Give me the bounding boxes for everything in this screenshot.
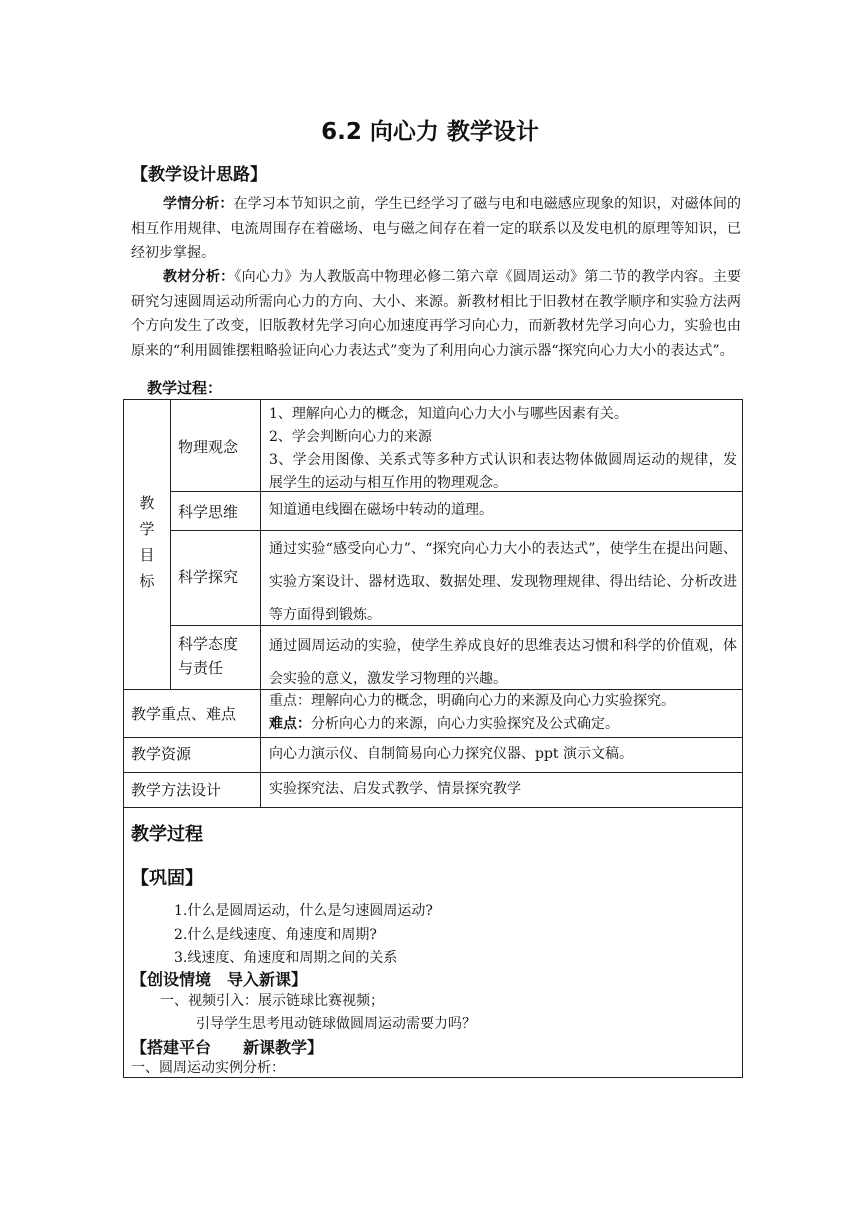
row-content-scientific-thinking: 知道通电线圈在磁场中转动的道理。 bbox=[269, 502, 493, 518]
row-content-methods: 实验探究法、启发式教学、情景探究教学 bbox=[269, 781, 521, 797]
difficult-point-text: 分析向心力的来源，向心力实验探究及公式确定。 bbox=[311, 716, 619, 732]
review-heading: 【巩固】 bbox=[131, 868, 203, 889]
table-border-right bbox=[742, 399, 743, 1078]
learner-analysis-paragraph bbox=[131, 192, 741, 266]
difficult-point-line bbox=[269, 713, 675, 736]
review-item: 3.线速度、角速度和周期之间的关系 bbox=[174, 950, 398, 966]
row-label-methods: 教学方法设计 bbox=[131, 781, 222, 799]
teaching-goal-char: 标 bbox=[139, 572, 155, 590]
process-heading: 教学过程 bbox=[131, 824, 203, 845]
build-heading: 【搭建平台 新课教学】 bbox=[131, 1038, 324, 1057]
row-label-physics-concept: 物理观念 bbox=[178, 438, 239, 456]
teaching-goal-char: 目 bbox=[139, 546, 155, 564]
review-list bbox=[174, 900, 433, 971]
teaching-goal-char: 学 bbox=[139, 520, 155, 538]
page-title: 6.2 向心力 教学设计 bbox=[321, 119, 539, 145]
row-label-key-points: 教学重点、难点 bbox=[131, 705, 237, 723]
row-divider-7 bbox=[123, 807, 743, 808]
material-analysis-paragraph bbox=[131, 265, 741, 363]
teaching-goal-label bbox=[137, 490, 157, 594]
teaching-process-label: 教学过程： bbox=[147, 379, 223, 397]
intro-line-video: 一、视频引入：展示链球比赛视频； bbox=[160, 993, 384, 1009]
intro-line-guide: 引导学生思考甩动链球做圆周运动需要力吗？ bbox=[196, 1016, 476, 1032]
attitude-label-line: 科学态度 bbox=[178, 635, 239, 653]
physics-concept-line: 1、理解向心力的概念，知道向心力大小与哪些因素有关。 bbox=[269, 406, 628, 422]
review-item: 2.什么是线速度、角速度和周期? bbox=[174, 926, 377, 943]
difficult-point-label: 难点： bbox=[269, 716, 311, 732]
row-label-attitude-responsibility bbox=[178, 632, 238, 680]
table-border-left bbox=[123, 399, 124, 1078]
learner-analysis-label: 学情分析： bbox=[163, 196, 234, 212]
row-content-scientific-inquiry: 通过实验“感受向心力”、“探究向心力大小的表达式”，使学生在提出问题、实验方案设计、器材选取、数据处理、发现物理规律、得出结论、分析改进等方面得到锻炼。 bbox=[269, 541, 737, 623]
attitude-label-line: 与责任 bbox=[178, 659, 224, 677]
teaching-goal-char: 教 bbox=[139, 494, 155, 512]
row-divider-2 bbox=[170, 530, 743, 531]
material-analysis-text: 《向心力》为人教版高中物理必修二第六章《圆周运动》第二节的教学内容。主要研究匀速圆周运动所需向心力的方向、大小、来源。新教材相比于旧教材在教学顺序和实验方法两个方向发生了改变，旧版教材先学习向心加速度再学习向心力，而新教材先学习向心力，实验也由原来的“利用圆锥摆粗略验证向心力表达式”变为了利用向心力演示器“探究向心力大小的表达式”。 bbox=[131, 269, 741, 359]
physics-concept-line: 3、学会用图像、关系式等多种方式认识和表达物体做圆周运动的规律，发展学生的运动与相互作用的物理观念。 bbox=[269, 452, 737, 491]
row-content-key-points bbox=[269, 690, 675, 736]
row-label-resources: 教学资源 bbox=[131, 745, 192, 763]
row-content-attitude-responsibility: 通过圆周运动的实验，使学生养成良好的思维表达习惯和科学的价值观，体会实验的意义，激发学习物理的兴趣。 bbox=[269, 638, 737, 687]
key-point-line: 重点：理解向心力的概念，明确向心力的来源及向心力实验探究。 bbox=[269, 693, 675, 709]
row-divider-5 bbox=[123, 737, 743, 738]
table-border-top bbox=[123, 399, 743, 400]
row-content-physics-concept bbox=[269, 403, 737, 495]
table-divider-goal bbox=[170, 399, 171, 689]
row-divider-6 bbox=[123, 772, 743, 773]
section-heading-design-idea: 【教学设计思路】 bbox=[131, 165, 267, 185]
learner-analysis-text: 在学习本节知识之前，学生已经学习了磁与电和电磁感应现象的知识，对磁体间的相互作用规律、电流周围存在着磁场、电与磁之间存在着一定的联系以及发电机的原理等知识，已经初步掌握。 bbox=[131, 196, 741, 261]
row-label-scientific-thinking: 科学思维 bbox=[178, 503, 239, 521]
intro-heading: 【创设情境 导入新课】 bbox=[131, 970, 308, 989]
physics-concept-line: 2、学会判断向心力的来源 bbox=[269, 429, 432, 445]
row-content-resources: 向心力演示仪、自制简易向心力探究仪器、ppt 演示文稿。 bbox=[269, 746, 633, 762]
table-divider-content bbox=[260, 399, 261, 807]
row-label-scientific-inquiry: 科学探究 bbox=[178, 568, 239, 586]
review-item: 1.什么是圆周运动，什么是匀速圆周运动? bbox=[174, 903, 433, 919]
material-analysis-label: 教材分析： bbox=[163, 269, 235, 285]
build-line-example: 一、圆周运动实例分析： bbox=[131, 1060, 285, 1076]
